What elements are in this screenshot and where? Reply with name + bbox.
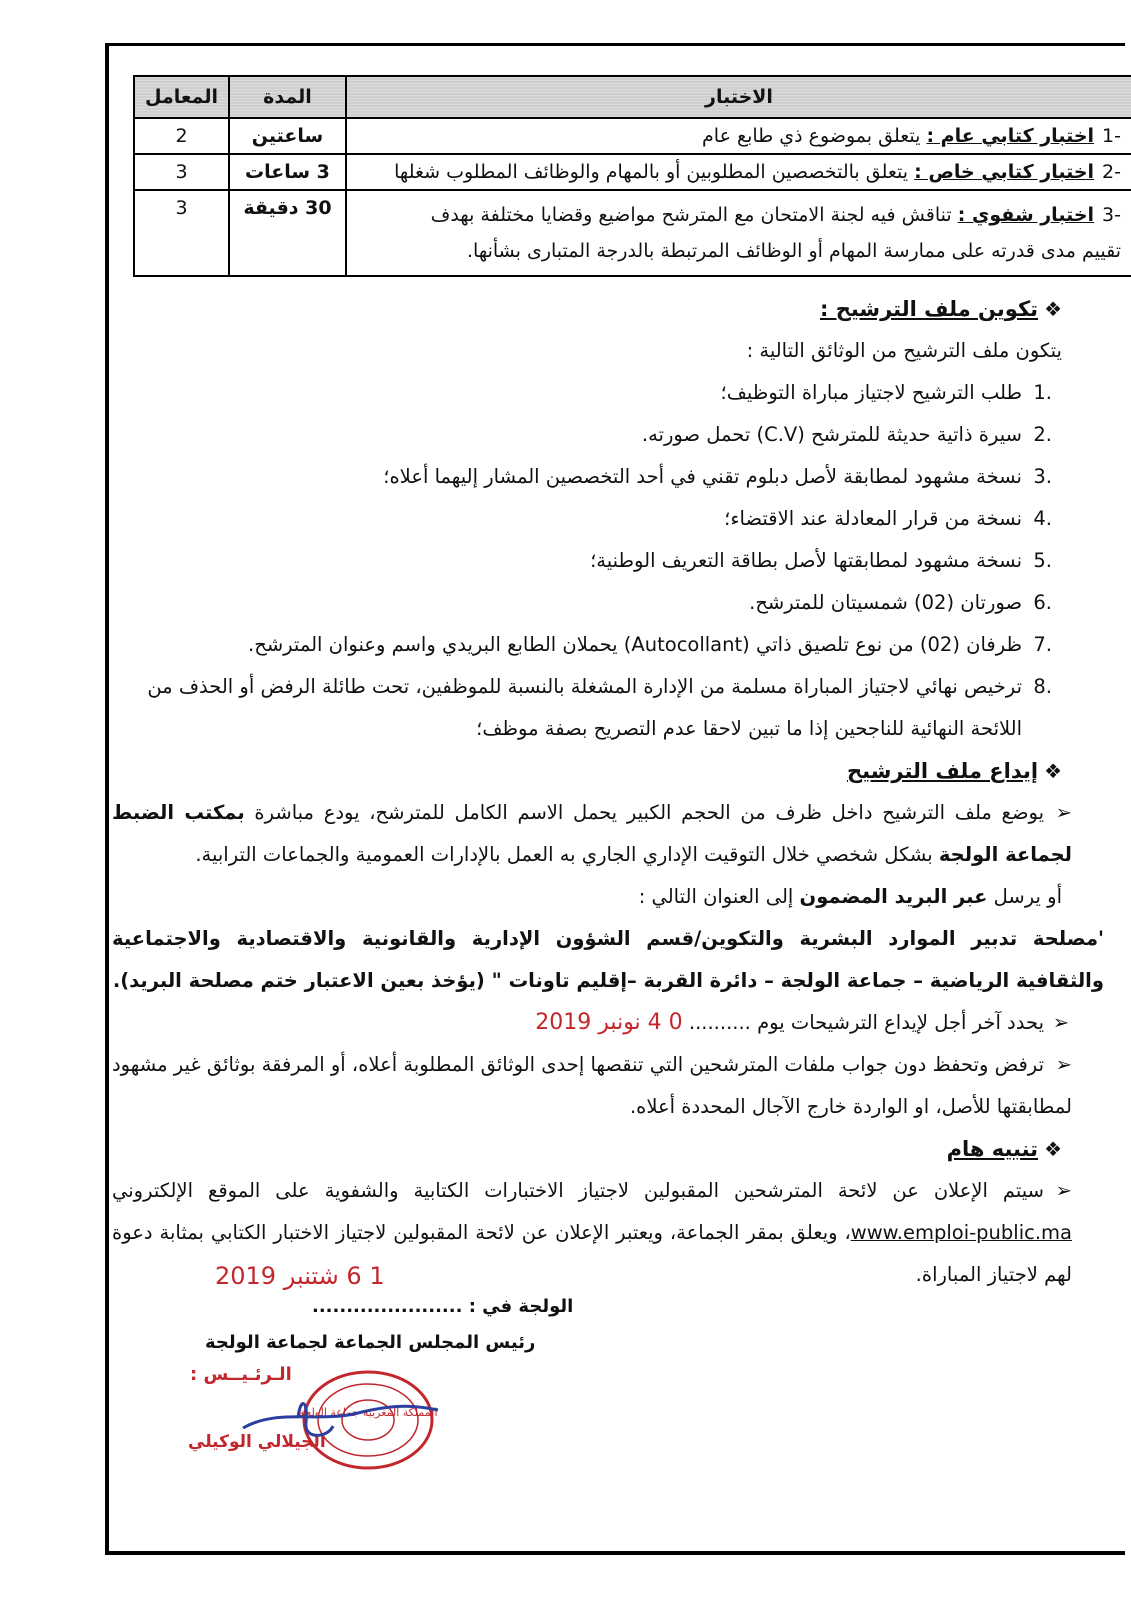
deposit-paragraph — [112, 792, 1072, 876]
row-number: -2 — [1102, 161, 1121, 183]
duration-cell: 3 ساعات — [229, 154, 346, 190]
header-exam: الاختبار — [346, 76, 1131, 118]
list-number: .5 — [1033, 549, 1052, 572]
deposit-mail — [112, 876, 1072, 918]
table-header — [134, 76, 1131, 118]
notice-heading-text: تنبيه هام — [946, 1137, 1039, 1161]
file-heading-text: تكوين ملف الترشيح : — [820, 297, 1039, 321]
list-item — [112, 582, 1052, 624]
notice-heading — [112, 1128, 1072, 1170]
date-stamp-text: 1 6 شتنبر 2019 — [215, 1262, 385, 1290]
exam-title: اختبار كتابي عام : — [926, 125, 1095, 147]
signature-title — [205, 1332, 535, 1353]
coef-cell: 2 — [134, 118, 229, 154]
list-text: نسخة مشهود لمطابقة لأصل دبلوم تقني في أحد التخصصين المشار إليهما أعلاه؛ — [383, 465, 1022, 488]
list-item — [112, 414, 1052, 456]
table-row — [134, 190, 1131, 276]
list-text: طلب الترشيح لاجتياز مباراة التوظيف؛ — [720, 381, 1022, 404]
exam-desc: يتعلق بموضوع ذي طابع عام — [702, 125, 927, 147]
official-seal — [238, 1368, 448, 1478]
deadline-text: يحدد آخر أجل لإيداع الترشيحات يوم — [750, 1011, 1044, 1034]
diamond-bullet-icon: ❖ — [1044, 1137, 1062, 1161]
exam-table — [133, 75, 1131, 277]
list-number: .2 — [1033, 423, 1052, 446]
arrow-bullet-icon: ➢ — [1055, 1179, 1072, 1202]
deadline-date-stamp: 0 4 نونبر 2019 — [535, 1010, 683, 1035]
row-number: -1 — [1102, 125, 1121, 147]
president-text: الـرئـيــس : — [190, 1364, 292, 1385]
file-document-list — [112, 372, 1072, 750]
exam-title: اختبار كتابي خاص : — [914, 161, 1095, 183]
notice-text-a: سيتم الإعلان عن لائحة المترشحين المقبولين لاجتياز الاختبارات الكتابية والشفوية على الموقع الإلكتروني — [112, 1179, 1044, 1202]
reject-paragraph — [112, 1044, 1072, 1128]
row-number: -3 — [1102, 204, 1121, 226]
deposit-heading-text: إيداع ملف الترشيح — [847, 759, 1039, 783]
list-text: ظرفان (02) من نوع تلصيق ذاتي (Autocollant) يحملان الطابع البريدي واسم وعنوان المترشح. — [248, 633, 1022, 656]
place-text: الولجة في : ...................... — [312, 1296, 574, 1317]
list-number: .8 — [1033, 675, 1052, 698]
list-number: .1 — [1033, 381, 1052, 404]
table-row — [134, 154, 1131, 190]
signature-date-stamp — [215, 1262, 385, 1290]
list-text: ترخيص نهائي لاجتياز المباراة مسلمة من الإدارة المشغلة بالنسبة للموظفين، تحت طائلة الرفض أو الحذف من اللائحة النهائية للناجحين إذا ما تبين لاحقا عدم التصريح بصفة موظف؛ — [147, 675, 1022, 740]
title-text: رئيس المجلس الجماعة لجماعة الولجة — [205, 1332, 536, 1353]
coef-cell: 3 — [134, 154, 229, 190]
list-text: نسخة مشهود لمطابقتها لأصل بطاقة التعريف الوطنية؛ — [590, 549, 1022, 572]
mail-text-a: أو يرسل — [987, 885, 1062, 908]
exam-cell — [346, 190, 1131, 276]
list-item — [112, 456, 1052, 498]
coef-cell: 3 — [134, 190, 229, 276]
deadline-dots: .......... — [688, 1011, 751, 1034]
table-row — [134, 118, 1131, 154]
website-link[interactable]: www.emploi-public.ma — [850, 1221, 1072, 1244]
file-intro: يتكون ملف الترشيح من الوثائق التالية : — [746, 339, 1062, 362]
deposit-deadline — [112, 1002, 1072, 1044]
header-coefficient: المعامل — [134, 76, 229, 118]
list-item — [112, 498, 1052, 540]
exam-desc-continued: تقييم مدى قدرته على ممارسة المهام أو الوظائف المرتبطة بالدرجة المتبارى بشأنها. — [467, 240, 1121, 262]
list-item — [112, 624, 1052, 666]
list-text: نسخة من قرار المعادلة عند الاقتضاء؛ — [724, 507, 1022, 530]
deposit-office: بمكتب الضبط لجماعة الولجة — [112, 801, 1072, 866]
signature-place — [312, 1296, 573, 1317]
exam-title: اختبار شفوي : — [957, 204, 1095, 226]
exam-cell — [346, 154, 1131, 190]
list-number: .6 — [1033, 591, 1052, 614]
notice-text-b: ، ويعلق بمقر الجماعة، ويعتبر الإعلان عن لائحة المقبولين لاجتياز الاختبار الكتابي بمثابة دعوة لهم لاجتياز المباراة. — [112, 1221, 1072, 1286]
exam-cell — [346, 118, 1131, 154]
seal-circle — [298, 1372, 437, 1468]
president-name-text: الجيلالي الوكيلي — [188, 1432, 326, 1452]
mail-text-c: إلى العنوان التالي : — [638, 885, 800, 908]
list-text: صورتان (02) شمسيتان للمترشح. — [749, 591, 1022, 614]
duration-cell: 30 دقيقة — [229, 190, 346, 276]
list-number: .3 — [1033, 465, 1052, 488]
deposit-heading — [112, 750, 1072, 792]
list-text: سيرة ذاتية حديثة للمترشح (C.V) تحمل صورته. — [641, 423, 1022, 446]
duration-cell: ساعتين — [229, 118, 346, 154]
arrow-bullet-icon: ➢ — [1055, 1053, 1072, 1076]
exam-desc: يتعلق بالتخصصين المطلوبين أو بالمهام والوظائف المطلوب شغلها — [394, 161, 915, 183]
arrow-bullet-icon: ➢ — [1055, 801, 1072, 824]
document-body — [112, 288, 1104, 1296]
deposit-text-a: يوضع ملف الترشيح داخل ظرف من الحجم الكبير يحمل الاسم الكامل للمترشح، يودع مباشرة — [244, 801, 1044, 824]
diamond-bullet-icon: ❖ — [1044, 759, 1062, 783]
file-heading — [112, 288, 1072, 330]
list-item — [112, 372, 1052, 414]
list-item — [112, 540, 1052, 582]
seal-text: المملكة المغربية جماعة الولجة — [298, 1406, 438, 1419]
deposit-text-c: بشكل شخصي خلال التوقيت الإداري الجاري به العمل بالإدارات العمومية والجماعات الترابية. — [195, 843, 939, 866]
mail-registered: عبر البريد المضمون — [799, 885, 988, 908]
header-duration: المدة — [229, 76, 346, 118]
list-item — [112, 666, 1052, 750]
reject-text: ترفض وتحفظ دون جواب ملفات المترشحين التي تنقصها إحدى الوثائق المطلوبة أعلاه، أو المرفقة بوثائق غير مشهود لمطابقتها للأصل، او الواردة خارج الآجال المحددة أعلاه. — [112, 1053, 1072, 1118]
diamond-bullet-icon: ❖ — [1044, 297, 1062, 321]
deposit-address: 'مصلحة تدبير الموارد البشرية والتكوين/قسم الشؤون الإدارية والقانونية والاقتصادية والاجتماعية والثقافية الرياضية – جماعة الولجة – دائرة القربة –إقليم تاونات " (يؤخذ بعين الاعتبار ختم مصلحة البريد). — [112, 927, 1104, 992]
list-number: .4 — [1033, 507, 1052, 530]
list-number: .7 — [1033, 633, 1052, 656]
arrow-bullet-icon: ➢ — [1052, 1011, 1070, 1034]
exam-desc: تناقش فيه لجنة الامتحان مع المترشح مواضيع وقضايا مختلفة بهدف — [430, 204, 958, 226]
